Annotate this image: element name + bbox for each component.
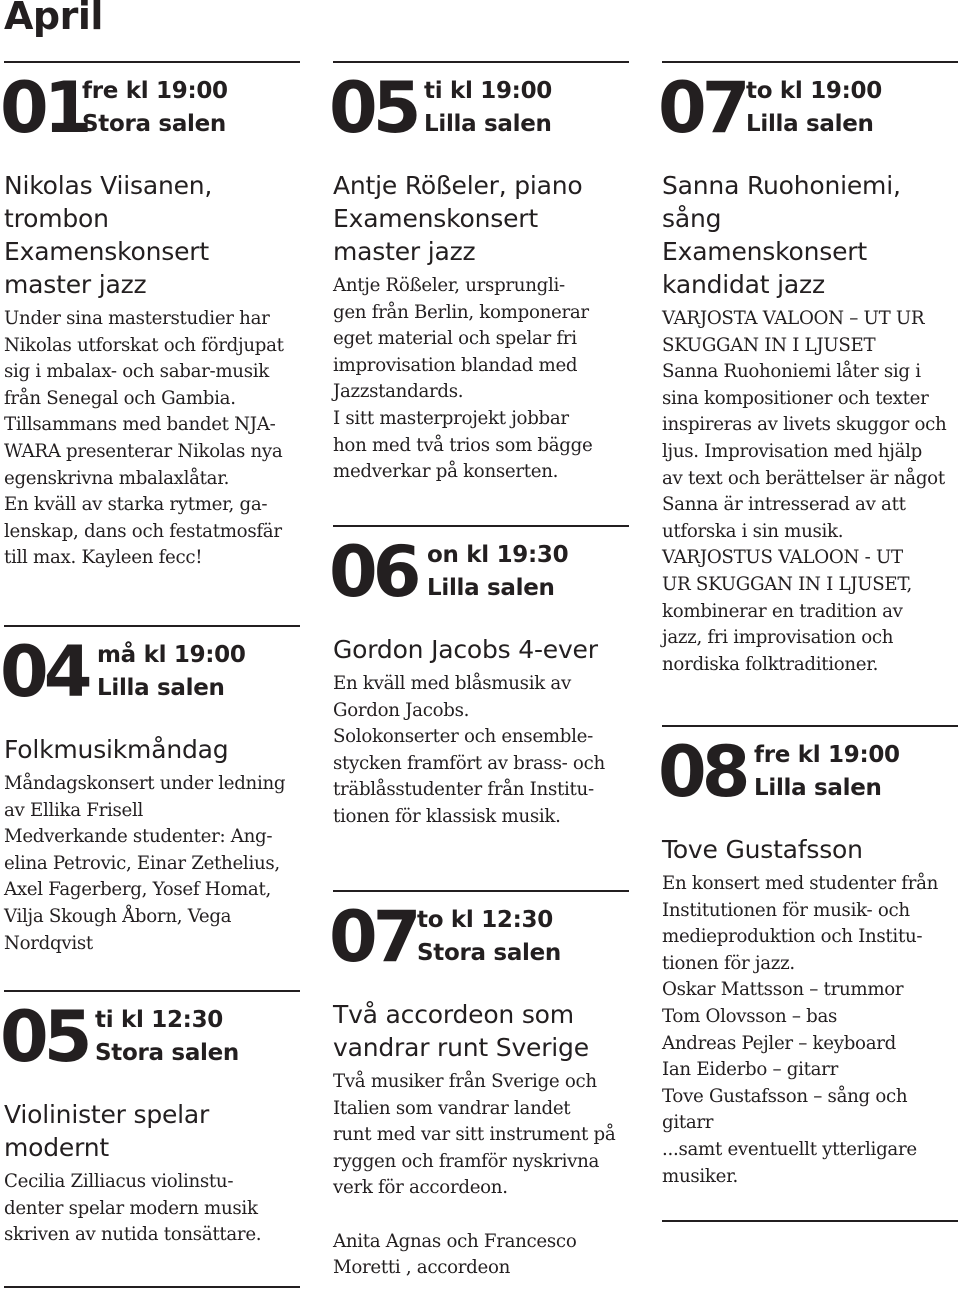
divider [333,890,629,892]
event-venue: Lilla salen [754,775,882,801]
event-time: må kl 19:00 [97,642,246,668]
day-number: 07 [658,67,746,149]
event-0405-1900 [329,67,633,486]
day-number: 01 [0,67,88,149]
event-description: Cecilia Zilliacus violinstu- denter spelar modern musik skriven av nutida tonsättare. [4,1171,262,1246]
event-description: Under sina masterstudier har Nikolas utforskat och fördjupat sig i mbalax- och sabar-musik från Senegal och Gambia. Tillsammans med bandet NJA- WARA presenterar Nikolas nya egenskrivna mbalaxlåtar. En kväll av starka rytmer, ga- lenskap, dans och festatmosfär till max. Kayleen fecc! [4,308,284,569]
event-title: Gordon Jacobs 4-ever [333,635,598,664]
event-description: En kväll med blåsmusik av Gordon Jacobs. Solokonserter och ensemble- stycken framfört av brass- och träblåsstudenter från Institu- tionen för klassisk musik. [333,673,605,827]
event-title: Antje Rößeler, piano Examenskonsert master jazz [333,171,583,266]
event-date [0,631,304,713]
event-0407-1900 [658,67,960,678]
time-venue [417,904,561,970]
time-venue [82,75,228,141]
event-time: ti kl 19:00 [424,78,552,104]
event-title: Folkmusikmåndag [4,735,229,764]
event-0408 [658,731,960,1190]
time-venue [95,1004,239,1070]
event-time: to kl 12:30 [417,907,553,933]
month-heading: April [4,0,103,38]
day-number: 07 [329,896,417,978]
event-date [0,67,304,149]
event-title: Sanna Ruohoniemi, sång Examenskonsert kandidat jazz [662,171,901,299]
time-venue [424,75,552,141]
event-venue: Stora salen [82,111,226,137]
event-description: Två musiker från Sverige och Italien som vandrar landet runt med var sitt instrument på ryggen och framför nyskrivna verk för accordeon. Anita Agnas och Francesco Moretti , accordeon [333,1071,616,1279]
event-venue: Lilla salen [424,111,552,137]
event-date [329,531,633,613]
divider [4,61,300,63]
time-venue [427,539,568,605]
event-time: on kl 19:30 [427,542,569,568]
event-date [0,996,304,1078]
event-date [329,67,633,149]
event-description: Antje Rößeler, ursprungli- gen från Berlin, komponerar eget material och spelar fri improvisation blandad med Jazzstandards. I sitt masterprojekt jobbar hon med två trios som bägge medverkar på konserten. [333,275,593,483]
day-number: 05 [0,996,88,1078]
event-date [658,67,960,149]
event-title: Tove Gustafsson [662,835,863,864]
event-venue: Lilla salen [97,675,225,701]
event-0404 [0,631,304,957]
event-title: Violinister spelar modernt [4,1100,210,1162]
divider [333,525,629,527]
divider [333,61,629,63]
divider [662,725,958,727]
event-0407-1230 [329,896,633,1282]
time-venue [97,639,246,705]
event-time: to kl 19:00 [746,78,882,104]
event-0406 [329,531,633,831]
event-time: ti kl 12:30 [95,1007,223,1033]
divider [4,990,300,992]
event-0405-1230 [0,996,304,1249]
time-venue [754,739,900,805]
time-venue [746,75,882,141]
event-venue: Stora salen [95,1040,239,1066]
event-title: Nikolas Viisanen, trombon Examenskonsert master jazz [4,171,213,299]
event-date [658,731,960,813]
divider [4,625,300,627]
event-time: fre kl 19:00 [82,78,228,104]
event-title: Två accordeon som vandrar runt Sverige [333,1000,589,1062]
day-number: 08 [658,731,746,813]
event-time: fre kl 19:00 [754,742,900,768]
event-date [329,896,633,978]
event-description: Måndagskonsert under ledning av Ellika Frisell Medverkande studenter: Ang- elina Petrovic, Einar Zethelius, Axel Fagerberg, Yosef Homat, Vilja Skough Åborn, Vega Nordqvist [4,773,286,954]
day-number: 04 [0,631,88,713]
day-number: 05 [329,67,417,149]
divider [662,1220,958,1222]
event-0401 [0,67,304,572]
event-venue: Lilla salen [427,575,555,601]
day-number: 06 [329,531,417,613]
event-venue: Lilla salen [746,111,874,137]
divider [4,1286,300,1288]
event-description: VARJOSTA VALOON – UT UR SKUGGAN IN I LJUSET Sanna Ruohoniemi låter sig i sina kompositioner och texter inspireras av livets skuggor och ljus. Improvisation med hjälp av text och berättelser är något Sanna är intresserad av att utforska i sin musik. VARJOSTUS VALOON - UT UR SKUGGAN IN I LJUSET, kombinerar en tradition av jazz, fri improvisation och nordiska folktraditioner. [662,308,947,675]
event-description: En konsert med studenter från Institutionen för musik- och medieproduktion och Institu- tionen för jazz. Oskar Mattsson – trummor Tom Olovsson – bas Andreas Pejler – keyboard Ian Eiderbo – gitarr Tove Gustafsson – sång och gitarr ...samt eventuellt ytterligare musiker. [662,873,939,1187]
divider [662,61,958,63]
event-venue: Stora salen [417,940,561,966]
